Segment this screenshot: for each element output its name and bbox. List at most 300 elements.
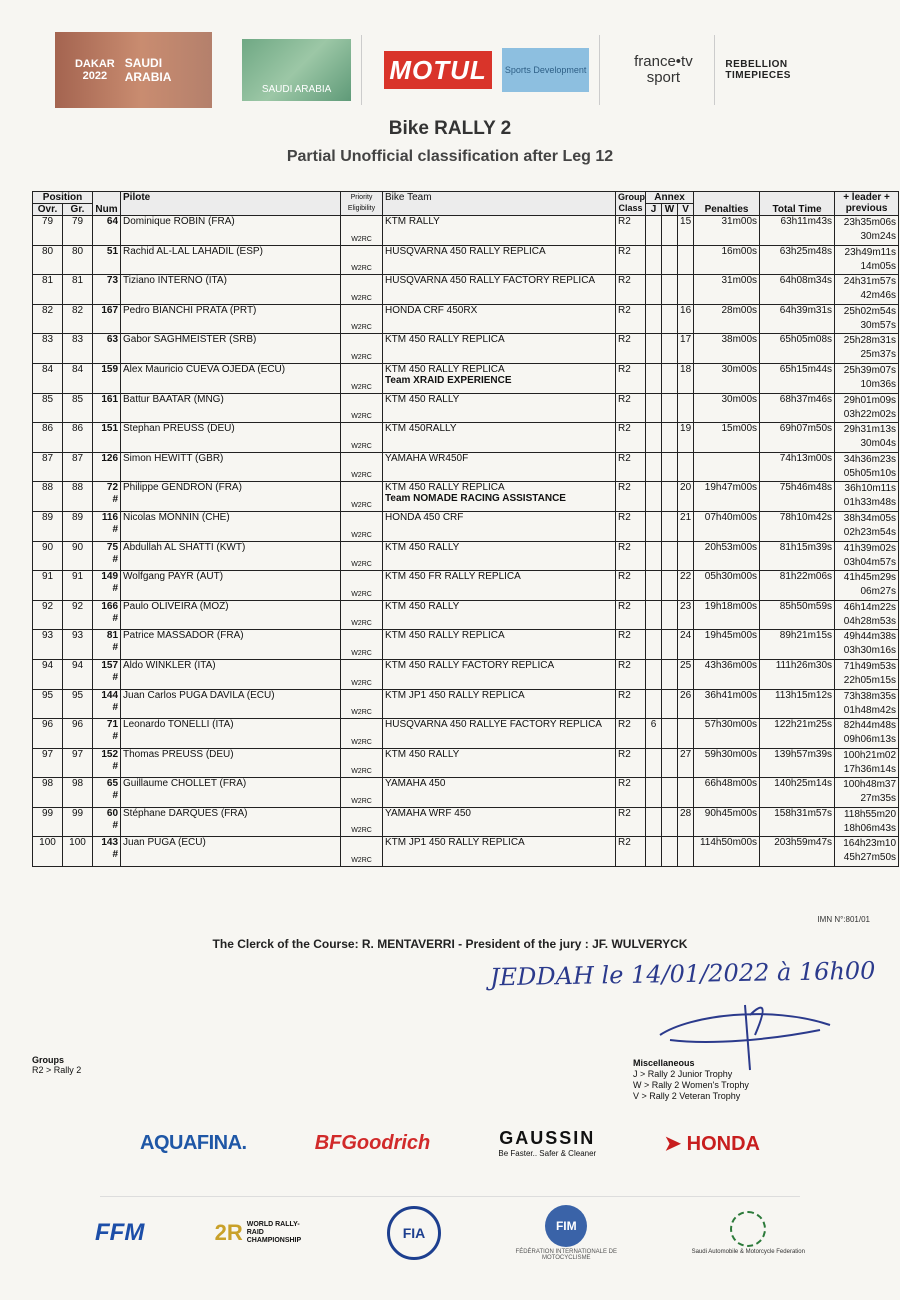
cell-bike-team — [383, 837, 616, 867]
cell-class: R2 — [616, 778, 646, 808]
cell-gaps — [835, 334, 899, 364]
bike-name: KTM 450 RALLY REPLICA — [385, 630, 505, 642]
dakar-logo — [55, 32, 212, 108]
num-flag: # — [112, 790, 119, 802]
francetv-sport-logo: france•tv sport — [634, 53, 693, 86]
cell-penalties: 31m00s — [694, 216, 760, 246]
cell-gaps — [835, 630, 899, 660]
bike-name: KTM 450 RALLY REPLICA — [385, 363, 505, 375]
header-w: W — [662, 204, 678, 216]
cell-v: 23 — [678, 600, 694, 630]
gap-previous: 30m04s — [860, 438, 897, 450]
cell-gr: 96 — [63, 719, 93, 749]
cell-num — [93, 304, 121, 334]
cell-num — [93, 541, 121, 571]
header-gr: Gr. — [63, 204, 93, 216]
cell-class: R2 — [616, 600, 646, 630]
cell-eligibility: W2RC — [341, 334, 383, 364]
cell-num — [93, 452, 121, 482]
fim-logo — [511, 1205, 621, 1261]
cell-num — [93, 837, 121, 867]
cell-eligibility: W2RC — [341, 689, 383, 719]
cell-pilot: Juan Carlos PUGA DAVILA (ECU) — [121, 689, 341, 719]
cell-v: 26 — [678, 689, 694, 719]
num-flag: # — [112, 849, 119, 861]
cell-pilot: Philippe GENDRON (FRA) — [121, 482, 341, 512]
gap-leader: 25h02m54s — [843, 305, 897, 317]
cell-total-time: 74h13m00s — [760, 452, 835, 482]
num-value: 65 — [106, 778, 119, 790]
cell-gaps — [835, 393, 899, 423]
table-row — [33, 807, 899, 837]
cell-w — [662, 837, 678, 867]
cell-ovr: 96 — [33, 719, 63, 749]
cell-gaps — [835, 511, 899, 541]
cell-class: R2 — [616, 363, 646, 393]
clerk-line: The Clerck of the Course: R. MENTAVERRI - President of the jury : JF. WULVERYCK — [212, 937, 688, 951]
table-body — [33, 216, 899, 867]
cell-total-time: 81h15m39s — [760, 541, 835, 571]
cell-ovr: 82 — [33, 304, 63, 334]
cell-pilot: Rachid AL-LAL LAHADIL (ESP) — [121, 245, 341, 275]
cell-class: R2 — [616, 423, 646, 453]
dakar-logo-text: DAKAR 2022 — [74, 57, 115, 82]
cell-w — [662, 423, 678, 453]
imn-number: IMN N°:801/01 — [817, 915, 870, 924]
cell-j — [646, 393, 662, 423]
bike-name: KTM RALLY — [385, 216, 440, 227]
cell-pilot: Aldo WINKLER (ITA) — [121, 659, 341, 689]
header-pilote: Pilote — [121, 192, 341, 216]
cell-gr: 93 — [63, 630, 93, 660]
cell-ovr: 99 — [33, 807, 63, 837]
num-value: 64 — [106, 216, 119, 227]
cell-num — [93, 600, 121, 630]
cell-total-time: 65h05m08s — [760, 334, 835, 364]
rebellion-logo: REBELLION TIMEPIECES — [725, 59, 791, 81]
cell-w — [662, 807, 678, 837]
ffm-logo: FFM — [95, 1219, 145, 1246]
cell-v — [678, 452, 694, 482]
cell-j — [646, 245, 662, 275]
gap-previous: 03h22m02s — [843, 408, 897, 420]
cell-gaps — [835, 452, 899, 482]
cell-eligibility: W2RC — [341, 423, 383, 453]
cell-gr: 87 — [63, 452, 93, 482]
aquafina-logo: AQUAFINA. — [140, 1131, 247, 1154]
cell-v: 25 — [678, 659, 694, 689]
cell-gaps — [835, 304, 899, 334]
table-row — [33, 511, 899, 541]
cell-num — [93, 659, 121, 689]
cell-pilot: Tiziano INTERNO (ITA) — [121, 275, 341, 305]
cell-gaps — [835, 275, 899, 305]
cell-pilot: Stéphane DARQUES (FRA) — [121, 807, 341, 837]
gap-previous: 03h30m16s — [843, 645, 897, 657]
cell-ovr: 89 — [33, 511, 63, 541]
header-bike-team: Bike Team — [383, 192, 616, 216]
cell-w — [662, 245, 678, 275]
cell-j — [646, 423, 662, 453]
samf-emblem-icon — [730, 1211, 766, 1247]
cell-gr: 97 — [63, 748, 93, 778]
cell-gr: 85 — [63, 393, 93, 423]
num-value: 157 — [101, 659, 119, 671]
num-flag: # — [112, 642, 119, 654]
cell-class: R2 — [616, 275, 646, 305]
misc-line: V > Rally 2 Veteran Trophy — [633, 1091, 741, 1101]
w2rc-logo — [215, 1220, 317, 1246]
cell-gr: 80 — [63, 245, 93, 275]
cell-penalties: 19h47m00s — [694, 482, 760, 512]
cell-eligibility: W2RC — [341, 541, 383, 571]
bike-name: KTM 450 FR RALLY REPLICA — [385, 571, 521, 583]
cell-penalties: 38m00s — [694, 334, 760, 364]
num-flag: # — [112, 701, 119, 713]
gaussin-tagline: Be Faster.. Safer & Cleaner — [498, 1149, 597, 1158]
header-v: V — [678, 204, 694, 216]
cell-w — [662, 719, 678, 749]
cell-total-time: 111h26m30s — [760, 659, 835, 689]
num-flag: # — [112, 523, 119, 535]
cell-penalties: 16m00s — [694, 245, 760, 275]
gap-leader: 73h38m35s — [843, 690, 897, 702]
cell-class: R2 — [616, 245, 646, 275]
cell-v — [678, 393, 694, 423]
cell-w — [662, 541, 678, 571]
table-row — [33, 689, 899, 719]
cell-total-time: 85h50m59s — [760, 600, 835, 630]
bike-name: HUSQVARNA 450 RALLY REPLICA — [385, 245, 546, 257]
cell-bike-team — [383, 807, 616, 837]
header-ovr: Ovr. — [33, 204, 63, 216]
divider — [100, 1196, 800, 1197]
cell-j — [646, 571, 662, 601]
cell-j — [646, 837, 662, 867]
num-value: 126 — [101, 452, 119, 464]
header-annex: Annex — [646, 192, 694, 204]
gap-leader: 71h49m53s — [843, 660, 897, 672]
cell-v — [678, 837, 694, 867]
cell-total-time: 140h25m14s — [760, 778, 835, 808]
cell-v: 24 — [678, 630, 694, 660]
cell-gr: 81 — [63, 275, 93, 305]
header-priority: Priority Eligibility — [341, 192, 383, 216]
cell-penalties: 07h40m00s — [694, 511, 760, 541]
divider — [599, 35, 600, 105]
cell-gr: 98 — [63, 778, 93, 808]
gap-previous: 01h33m48s — [843, 497, 897, 509]
cell-gaps — [835, 216, 899, 246]
cell-gr: 91 — [63, 571, 93, 601]
gap-previous: 01h48m42s — [843, 704, 897, 716]
gap-leader: 41h39m02s — [843, 542, 897, 554]
cell-eligibility: W2RC — [341, 571, 383, 601]
cell-class: R2 — [616, 304, 646, 334]
gap-leader: 118h55m20 — [843, 808, 897, 820]
saudi-tourism-logo — [242, 39, 351, 101]
bike-name: KTM JP1 450 RALLY REPLICA — [385, 837, 525, 849]
cell-penalties — [694, 452, 760, 482]
team-name: Team NOMADE RACING ASSISTANCE — [385, 493, 566, 505]
num-flag: # — [112, 819, 119, 831]
gap-previous: 18h06m43s — [843, 822, 897, 834]
cell-j — [646, 600, 662, 630]
table-row — [33, 304, 899, 334]
bike-name: YAMAHA WRF 450 — [385, 807, 471, 819]
cell-gr: 99 — [63, 807, 93, 837]
cell-j — [646, 275, 662, 305]
honda-text: HONDA — [686, 1132, 760, 1155]
bike-name: YAMAHA 450 — [385, 778, 446, 790]
top-sponsor-bar — [55, 30, 845, 110]
cell-gr: 92 — [63, 600, 93, 630]
cell-total-time: 75h46m48s — [760, 482, 835, 512]
table-header-row — [33, 192, 899, 204]
cell-ovr: 90 — [33, 541, 63, 571]
bike-name: HUSQVARNA 450 RALLYE FACTORY REPLICA — [385, 719, 602, 731]
gap-previous: 30m57s — [860, 319, 897, 331]
cell-j — [646, 363, 662, 393]
gap-previous: 05h05m10s — [843, 467, 897, 479]
bike-name: KTM 450 RALLY — [385, 748, 460, 760]
cell-num — [93, 482, 121, 512]
cell-penalties: 57h30m00s — [694, 719, 760, 749]
cell-gaps — [835, 541, 899, 571]
misc-line: W > Rally 2 Women's Trophy — [633, 1080, 749, 1090]
cell-gr: 86 — [63, 423, 93, 453]
cell-bike-team — [383, 423, 616, 453]
cell-gr: 83 — [63, 334, 93, 364]
bike-name: KTM 450 RALLY REPLICA — [385, 334, 505, 346]
cell-penalties: 59h30m00s — [694, 748, 760, 778]
table-row — [33, 334, 899, 364]
fim-mark: FIM — [545, 1205, 587, 1247]
cell-gr: 90 — [63, 541, 93, 571]
cell-j — [646, 482, 662, 512]
cell-total-time: 122h21m25s — [760, 719, 835, 749]
cell-eligibility: W2RC — [341, 807, 383, 837]
table-row — [33, 748, 899, 778]
bike-name: KTM 450 RALLY — [385, 393, 460, 405]
cell-j — [646, 659, 662, 689]
table-row — [33, 837, 899, 867]
cell-w — [662, 748, 678, 778]
header-j: J — [646, 204, 662, 216]
num-value: 151 — [101, 423, 119, 435]
table-row — [33, 393, 899, 423]
cell-v — [678, 719, 694, 749]
cell-total-time: 139h57m39s — [760, 748, 835, 778]
gap-previous: 25m37s — [860, 349, 897, 361]
cell-total-time: 63h25m48s — [760, 245, 835, 275]
cell-gr: 82 — [63, 304, 93, 334]
cell-bike-team — [383, 334, 616, 364]
cell-num — [93, 748, 121, 778]
cell-ovr: 93 — [33, 630, 63, 660]
gap-previous: 22h05m15s — [843, 674, 897, 686]
gap-leader: 29h31m13s — [843, 424, 897, 436]
gap-leader: 49h44m38s — [843, 631, 897, 643]
cell-total-time: 203h59m47s — [760, 837, 835, 867]
cell-penalties: 19h45m00s — [694, 630, 760, 660]
bike-name: KTM 450 RALLY REPLICA — [385, 482, 505, 494]
groups-title: Groups — [32, 1055, 65, 1065]
cell-penalties: 90h45m00s — [694, 807, 760, 837]
gap-previous: 14m05s — [860, 260, 897, 272]
cell-num — [93, 423, 121, 453]
cell-bike-team — [383, 541, 616, 571]
cell-class: R2 — [616, 334, 646, 364]
cell-gaps — [835, 600, 899, 630]
cell-j — [646, 748, 662, 778]
cell-ovr: 86 — [33, 423, 63, 453]
cell-bike-team — [383, 748, 616, 778]
gap-leader: 46h14m22s — [843, 601, 897, 613]
cell-num — [93, 778, 121, 808]
table-row — [33, 363, 899, 393]
sports-development-logo: Sports Development — [502, 48, 590, 92]
cell-eligibility: W2RC — [341, 659, 383, 689]
cell-num — [93, 393, 121, 423]
cell-class: R2 — [616, 541, 646, 571]
cell-v: 22 — [678, 571, 694, 601]
table-row — [33, 541, 899, 571]
cell-class: R2 — [616, 837, 646, 867]
cell-num — [93, 511, 121, 541]
cell-pilot: Guillaume CHOLLET (FRA) — [121, 778, 341, 808]
table-row — [33, 778, 899, 808]
num-value: 72 — [106, 482, 119, 494]
cell-class: R2 — [616, 511, 646, 541]
cell-total-time: 69h07m50s — [760, 423, 835, 453]
cell-ovr: 84 — [33, 363, 63, 393]
cell-v: 27 — [678, 748, 694, 778]
cell-penalties: 28m00s — [694, 304, 760, 334]
cell-j — [646, 778, 662, 808]
cell-bike-team — [383, 482, 616, 512]
cell-ovr: 92 — [33, 600, 63, 630]
cell-v — [678, 275, 694, 305]
cell-total-time: 63h11m43s — [760, 216, 835, 246]
federation-logos — [95, 1205, 805, 1261]
cell-penalties: 15m00s — [694, 423, 760, 453]
motul-logo: MOTUL — [384, 51, 492, 89]
cell-w — [662, 659, 678, 689]
cell-eligibility: W2RC — [341, 778, 383, 808]
classification-table — [32, 191, 899, 867]
cell-pilot: Paulo OLIVEIRA (MOZ) — [121, 600, 341, 630]
header-total-time: Total Time — [760, 192, 835, 216]
cell-w — [662, 393, 678, 423]
cell-pilot: Nicolas MONNIN (CHE) — [121, 511, 341, 541]
gap-leader: 100h21m02 — [843, 749, 897, 761]
cell-w — [662, 630, 678, 660]
page-subtitle: Partial Unofficial classification after Leg 12 — [286, 148, 614, 165]
cell-gr: 94 — [63, 659, 93, 689]
cell-v: 15 — [678, 216, 694, 246]
cell-class: R2 — [616, 216, 646, 246]
gap-previous: 04h28m53s — [843, 615, 897, 627]
cell-bike-team — [383, 245, 616, 275]
num-flag: # — [112, 583, 119, 595]
cell-gr: 88 — [63, 482, 93, 512]
cell-pilot: Pedro BIANCHI PRATA (PRT) — [121, 304, 341, 334]
cell-v: 21 — [678, 511, 694, 541]
dakar-saudi-text: SAUDI ARABIA — [124, 56, 172, 84]
cell-class: R2 — [616, 807, 646, 837]
gap-previous: 42m46s — [860, 290, 897, 302]
cell-penalties: 05h30m00s — [694, 571, 760, 601]
cell-gr: 84 — [63, 363, 93, 393]
cell-v: 28 — [678, 807, 694, 837]
cell-v: 19 — [678, 423, 694, 453]
cell-bike-team — [383, 689, 616, 719]
cell-j — [646, 452, 662, 482]
cell-gaps — [835, 807, 899, 837]
bike-name: HUSQVARNA 450 RALLY FACTORY REPLICA — [385, 275, 596, 287]
cell-num — [93, 571, 121, 601]
cell-j — [646, 304, 662, 334]
cell-w — [662, 600, 678, 630]
gap-previous: 03h04m57s — [843, 556, 897, 568]
table-row — [33, 630, 899, 660]
cell-gaps — [835, 482, 899, 512]
cell-j: 6 — [646, 719, 662, 749]
cell-eligibility: W2RC — [341, 363, 383, 393]
bike-name: KTM 450 RALLY — [385, 541, 460, 553]
cell-w — [662, 304, 678, 334]
bike-name: HONDA 450 CRF — [385, 511, 464, 523]
num-value: 143 — [101, 837, 119, 849]
cell-ovr: 79 — [33, 216, 63, 246]
gap-previous: 10m36s — [860, 378, 897, 390]
cell-eligibility: W2RC — [341, 275, 383, 305]
cell-j — [646, 807, 662, 837]
misc-line: J > Rally 2 Junior Trophy — [633, 1069, 733, 1079]
fia-logo: FIA — [387, 1206, 441, 1260]
cell-total-time: 64h39m31s — [760, 304, 835, 334]
cell-penalties: 30m00s — [694, 363, 760, 393]
table-row — [33, 452, 899, 482]
cell-v — [678, 541, 694, 571]
table-row — [33, 482, 899, 512]
cell-ovr: 85 — [33, 393, 63, 423]
cell-gaps — [835, 719, 899, 749]
header-leader-previous: + leader + previous — [835, 192, 899, 216]
cell-pilot: Dominique ROBIN (FRA) — [121, 216, 341, 246]
table-row — [33, 659, 899, 689]
cell-bike-team — [383, 216, 616, 246]
header-position: Position — [33, 192, 93, 204]
gap-leader: 34h36m23s — [843, 453, 897, 465]
cell-w — [662, 482, 678, 512]
gap-leader: 100h48m37 — [843, 779, 897, 791]
num-flag: # — [112, 494, 119, 506]
cell-penalties: 43h36m00s — [694, 659, 760, 689]
gap-leader: 23h49m11s — [844, 246, 897, 258]
num-value: 71 — [106, 719, 119, 731]
gap-leader: 24h31m57s — [843, 276, 897, 288]
cell-eligibility: W2RC — [341, 482, 383, 512]
cell-gaps — [835, 423, 899, 453]
cell-total-time: 89h21m15s — [760, 630, 835, 660]
cell-total-time: 65h15m44s — [760, 363, 835, 393]
cell-eligibility: W2RC — [341, 719, 383, 749]
cell-bike-team — [383, 363, 616, 393]
cell-j — [646, 216, 662, 246]
gap-leader: 38h34m05s — [843, 512, 897, 524]
